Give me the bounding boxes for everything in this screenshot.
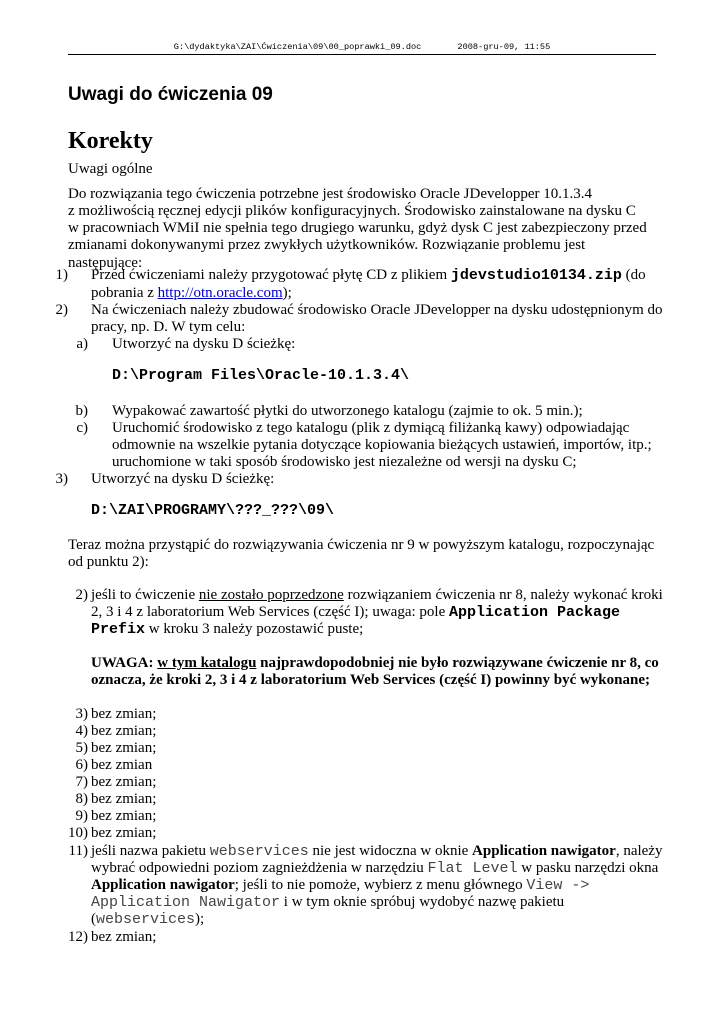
list-text bbox=[91, 843, 662, 861]
list-letter: c) bbox=[76, 420, 88, 436]
intro-line: w pracowniach WMiI nie spełnia tego drugiego warunku, gdyż dysk C jest zabezpieczony przed bbox=[68, 220, 647, 236]
oracle-link[interactable]: http://otn.oracle.com bbox=[157, 285, 283, 301]
file-name: jdevstudio10134.zip bbox=[450, 267, 622, 284]
text: pobrania z bbox=[91, 285, 158, 301]
intro-line: zmianami dokonywanymi przez zwykłych użytkowników. Rozwiązanie problemu jest następujące: bbox=[68, 237, 586, 271]
list-text: pracy, np. D. W tym celu: bbox=[91, 319, 246, 335]
code-text: Flat Level bbox=[427, 860, 518, 877]
list-text bbox=[91, 267, 646, 285]
list-text bbox=[91, 877, 589, 895]
code-text: View -> bbox=[526, 877, 590, 894]
list-text bbox=[91, 587, 663, 605]
path-code: D:\Program Files\Oracle-10.1.3.4\ bbox=[112, 367, 410, 384]
underlined-text: w tym katalogu bbox=[157, 655, 257, 671]
list-number: 6) bbox=[75, 757, 88, 773]
document-title: Uwagi do ćwiczenia 09 bbox=[68, 84, 273, 105]
text: Przed ćwiczeniami należy przygotować płytę CD z plikiem bbox=[91, 267, 451, 283]
subheading: Uwagi ogólne bbox=[68, 161, 153, 177]
list-text bbox=[91, 621, 363, 639]
code-text: Application Nawigator bbox=[91, 894, 281, 911]
code-text: webservices bbox=[96, 911, 196, 928]
code-text: webservices bbox=[209, 843, 309, 860]
list-number: 12) bbox=[68, 929, 88, 945]
list-text: bez zmian; bbox=[91, 706, 157, 722]
list-text: odmownie na wszelkie pytania dotyczące kopiowania bieżących ustawień, importów, itp.; bbox=[112, 437, 652, 453]
underlined-text: nie zostało poprzedzone bbox=[198, 587, 344, 603]
text: i w tym oknie spróbuj wydobyć nazwę pakietu bbox=[280, 894, 565, 910]
intro-line: z możliwością ręcznej edycji plików konfiguracyjnych. Środowisko zainstalowane na dysku C bbox=[68, 203, 636, 219]
text: ); bbox=[195, 911, 205, 927]
page-header: G:\dydaktyka\ZAI\Ćwiczenia\09\00_poprawki_09.doc 2008-gru-09, 11:55 bbox=[68, 42, 656, 55]
list-number: 10) bbox=[68, 825, 88, 841]
text: nie jest widoczna w oknie bbox=[308, 843, 473, 859]
list-text: bez zmian; bbox=[91, 808, 157, 824]
text: ); bbox=[282, 285, 292, 301]
list-text: Utworzyć na dysku D ścieżkę: bbox=[91, 471, 275, 487]
list-text bbox=[91, 911, 204, 929]
list-number: 3) bbox=[75, 706, 88, 722]
text: ( bbox=[91, 911, 96, 927]
code-text: Prefix bbox=[91, 621, 146, 638]
intro-line: Do rozwiązania tego ćwiczenia potrzebne jest środowisko Oracle JDevelopper 10.1.3.4 bbox=[68, 186, 592, 202]
list-text: Na ćwiczeniach należy zbudować środowisko Oracle JDevelopper na dysku udostępnionym do bbox=[91, 302, 663, 318]
list-text: Uruchomić środowisko z tego katalogu (plik z dymiącą filiżanką kawy) odpowiadając bbox=[112, 420, 630, 436]
text: w kroku 3 należy pozostawić puste; bbox=[145, 621, 364, 637]
list-number: 7) bbox=[75, 774, 88, 790]
list-text: bez zmian; bbox=[91, 825, 157, 841]
list-text: Utworzyć na dysku D ścieżkę: bbox=[112, 336, 296, 352]
list-text bbox=[91, 860, 658, 878]
list-text: uruchomione w taki sposób środowisko jest niezależne od wersji na dysku C; bbox=[112, 454, 577, 470]
warning-label: UWAGA: bbox=[91, 655, 154, 671]
list-number: 2) bbox=[55, 302, 68, 318]
text: (do bbox=[621, 267, 646, 283]
list-text: bez zmian; bbox=[91, 791, 157, 807]
warning-line: oznacza, że kroki 2, 3 i 4 z laboratorium Web Services (część I) powinny być wykonane; bbox=[91, 672, 650, 688]
list-text: bez zmian; bbox=[91, 929, 157, 945]
list-text: Wypakować zawartość płytki do utworzonego katalogu (zajmie to ok. 5 min.); bbox=[112, 403, 583, 419]
text: jeśli to ćwiczenie bbox=[91, 587, 199, 603]
warning-line bbox=[91, 655, 659, 673]
list-number: 4) bbox=[75, 723, 88, 739]
bold-text: Application nawigator bbox=[472, 843, 616, 859]
list-number: 2) bbox=[75, 587, 88, 603]
text: ; jeśli to nie pomoże, wybierz z menu głównego bbox=[234, 877, 527, 893]
list-text: bez zmian bbox=[91, 757, 153, 773]
list-text bbox=[91, 894, 564, 912]
list-text: bez zmian; bbox=[91, 774, 157, 790]
list-text: bez zmian; bbox=[91, 723, 157, 739]
list-text bbox=[91, 285, 292, 303]
text: rozwiązaniem ćwiczenia nr 8, należy wykonać kroki bbox=[343, 587, 663, 603]
text: 2, 3 i 4 z laboratorium Web Services (część I); uwaga: pole bbox=[91, 604, 449, 620]
text: jeśli nazwa pakietu bbox=[91, 843, 210, 859]
list-text: bez zmian; bbox=[91, 740, 157, 756]
text: w pasku narzędzi okna bbox=[517, 860, 659, 876]
list-number: 1) bbox=[55, 267, 68, 283]
bold-text: Application nawigator bbox=[91, 877, 235, 893]
list-text bbox=[91, 604, 620, 622]
list-number: 5) bbox=[75, 740, 88, 756]
list-letter: a) bbox=[76, 336, 88, 352]
list-number: 11) bbox=[68, 843, 88, 859]
list-number: 9) bbox=[75, 808, 88, 824]
list-number: 3) bbox=[55, 471, 68, 487]
code-text: Application Package bbox=[448, 604, 621, 621]
section-heading: Korekty bbox=[68, 128, 153, 154]
text: wybrać odpowiedni poziom zagnieżdżenia w narzędziu bbox=[91, 860, 428, 876]
text: najprawdopodobniej nie było rozwiązywane ćwiczenie nr 8, co bbox=[256, 655, 659, 671]
text: , należy bbox=[615, 843, 663, 859]
list-letter: b) bbox=[75, 403, 88, 419]
path-code: D:\ZAI\PROGRAMY\???_???\09\ bbox=[91, 502, 335, 519]
paragraph-line: od punktu 2): bbox=[68, 554, 149, 570]
paragraph-line: Teraz można przystąpić do rozwiązywania ćwiczenia nr 9 w powyższym katalogu, rozpoczynając bbox=[68, 537, 655, 553]
list-number: 8) bbox=[75, 791, 88, 807]
